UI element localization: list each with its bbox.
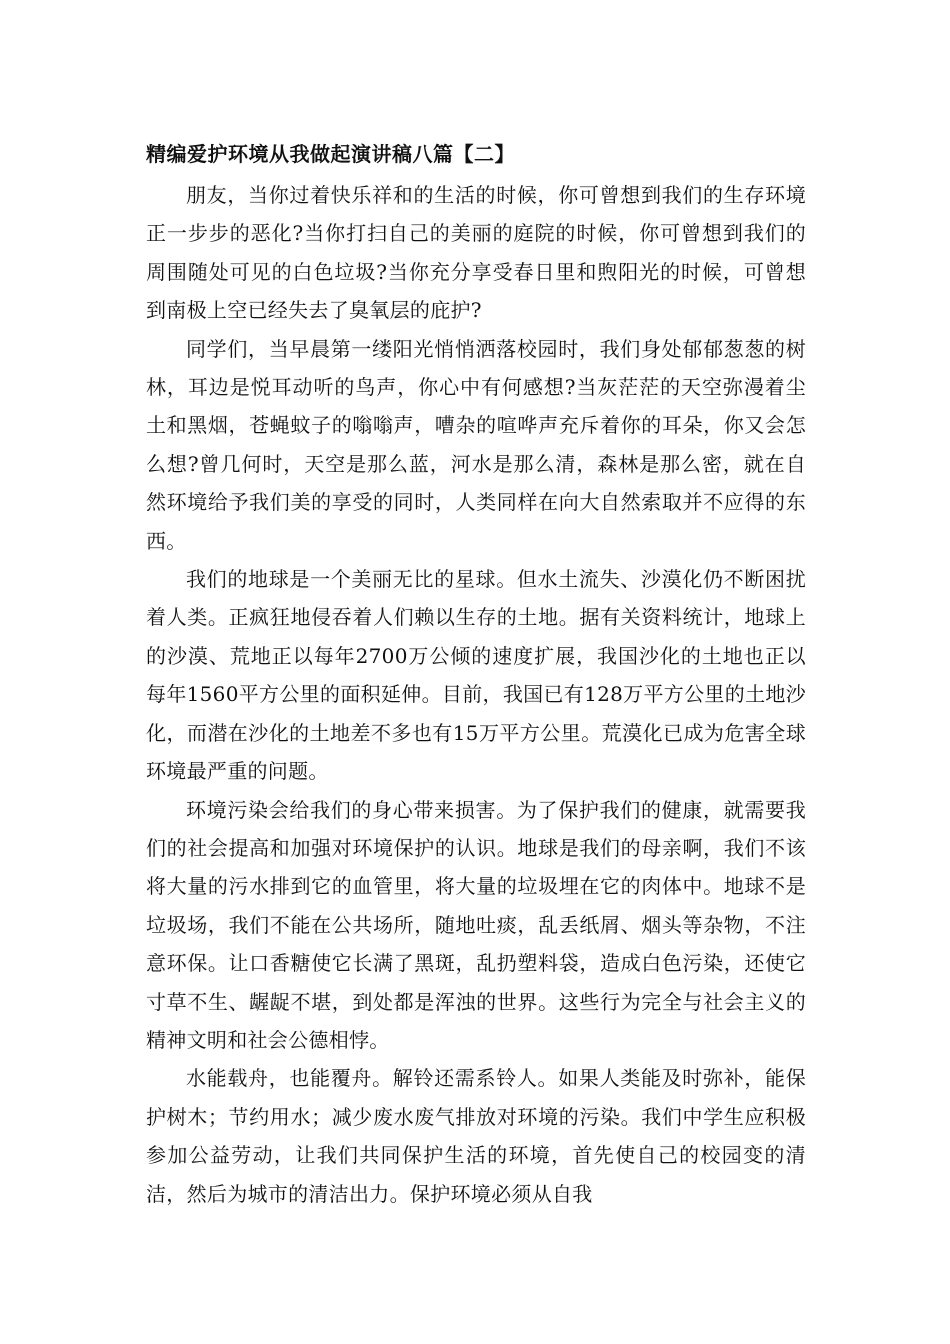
paragraph-4: 环境污染会给我们的身心带来损害。为了保护我们的健康，就需要我们的社会提高和加强对环境保护的认识。地球是我们的母亲啊，我们不该将大量的污水排到它的血管里，将大量的垃圾埋在它的肉体中。地球不是垃圾场，我们不能在公共场所，随地吐痰，乱丢纸屑、烟头等杂物，不注意环保。让口香糖使它长满了黑斑，乱扔塑料袋，造成白色污染，还使它寸草不生、龌龊不堪，到处都是浑浊的世界。这些行为完全与社会主义的精神文明和社会公德相悖。: [146, 797, 806, 1052]
paragraph-3: 我们的地球是一个美丽无比的星球。但水土流失、沙漠化仍不断困扰着人类。正疯狂地侵吞着人们赖以生存的土地。据有关资料统计，地球上的沙漠、荒地正以每年2700万公倾的速度扩展，我国沙化的土地也正以每年1560平方公里的面积延伸。目前，我国已有128万平方公里的土地沙化，而潜在沙化的土地差不多也有15万平方公里。荒漠化已成为危害全球环境最严重的问题。: [146, 567, 806, 784]
paragraph-5: 水能载舟，也能覆舟。解铃还需系铃人。如果人类能及时弥补，能保护树木；节约用水；减少废水废气排放对环境的污染。我们中学生应积极参加公益劳动，让我们共同保护生活的环境，首先使自己的校园变的清洁，然后为城市的清洁出力。保护环境必须从自我: [146, 1066, 806, 1206]
paragraph-1: 朋友，当你过着快乐祥和的生活的时候，你可曾想到我们的生存环境正一步步的恶化?当你打扫自己的美丽的庭院的时候，你可曾想到我们的周围随处可见的白色垃圾?当你充分享受春日里和煦阳光的时候，可曾想到南极上空已经失去了臭氧层的庇护?: [146, 183, 806, 323]
document-body: [146, 176, 806, 1213]
document-title: 精编爱护环境从我做起演讲稿八篇【二】: [146, 142, 515, 166]
paragraph-2: 同学们，当早晨第一缕阳光悄悄洒落校园时，我们身处郁郁葱葱的树林，耳边是悦耳动听的鸟声，你心中有何感想?当灰茫茫的天空弥漫着尘土和黑烟，苍蝇蚊子的嗡嗡声，嘈杂的喧哗声充斥着你的耳朵，你又会怎么想?曾几何时，天空是那么蓝，河水是那么清，森林是那么密，就在自然环境给予我们美的享受的同时，人类同样在向大自然索取并不应得的东西。: [146, 336, 806, 553]
